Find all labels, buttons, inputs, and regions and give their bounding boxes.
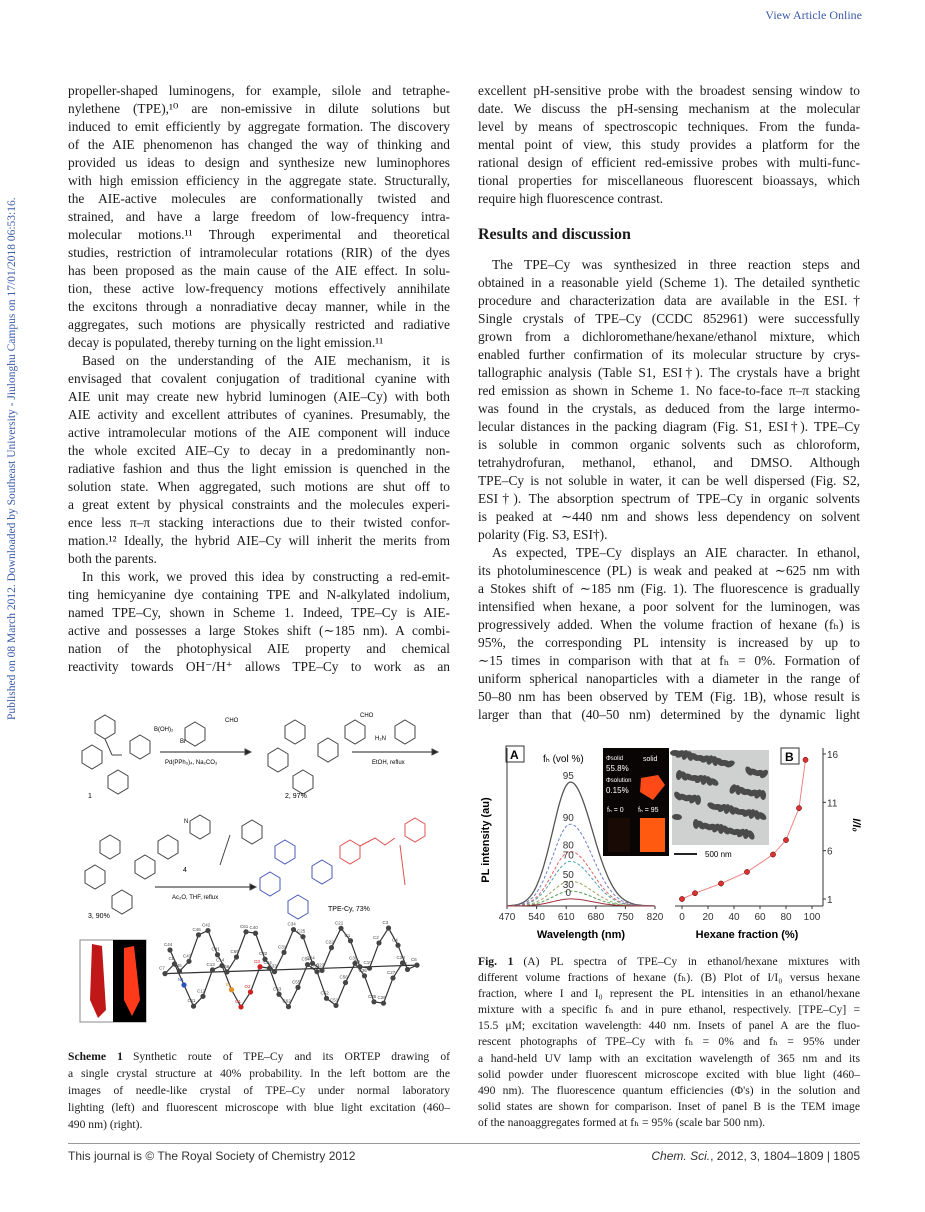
data-point [770, 852, 775, 857]
text-line: is peaked at ∼440 nm and shows less dependency on solvent [478, 509, 860, 524]
text-line: lecular distances in the packing diagram (Fig. S1, ESI†). TPE–Cy [478, 419, 860, 434]
b-x-axis-title: Hexane fraction (%) [695, 929, 799, 941]
inset-f95: fₕ = 95 [638, 807, 659, 814]
text-line: radiative fashion and thus the light emission is quenched in the [68, 461, 450, 476]
ortep-atom-label: C14 [216, 957, 225, 963]
ortep-atom-label: C65 [230, 949, 239, 955]
text-line: its photoluminescence (PL) is weak and peaked at ∼625 nm with [478, 563, 860, 578]
ortep-atom-label: C52 [320, 990, 329, 996]
compound-4-label: 4 [183, 867, 187, 874]
curve-label: 0 [565, 887, 572, 899]
product-label: TPE-Cy, 73% [328, 906, 370, 913]
text-line: polarity (Fig. S3, ESI†). [478, 527, 608, 542]
b-x-tick-label: 40 [728, 912, 740, 923]
caption-line: different volume fractions of hexane (fₕ). (B) Plot of I/I₀ versus hexane [478, 971, 860, 985]
ortep-atom-label: N1 [178, 977, 184, 983]
ortep-atom-label: C3 [382, 920, 389, 926]
caption-line: a single crystal structure at 40% probability. In the left bottom are the [68, 1067, 450, 1080]
text-line: Single crystals of TPE–Cy (CCDC 852961) were successfully [478, 311, 860, 326]
bromobenzaldehyde-ring [185, 722, 205, 746]
cho-label-2: CHO [360, 713, 374, 719]
reagent-1: Pd(PPh₃)₄, Na₂CO₃ [165, 760, 218, 766]
ortep-atom-label: C56 [339, 974, 348, 980]
figure-1-chart [475, 740, 865, 945]
citation-pages: , 2012, 3, 1804–1809 | 1805 [710, 1149, 860, 1163]
curve-label: 50 [562, 870, 574, 882]
ortep-drawing [159, 920, 420, 1010]
x-tick-label: 470 [498, 912, 516, 923]
text-line: require high fluorescence contrast. [478, 191, 664, 206]
text-line: ence less π–π stacking interactions due to their twisted confor- [68, 515, 450, 530]
text-line: of the AIE phenomenon has changed the way of thinking and [68, 137, 450, 152]
ortep-atom [167, 947, 172, 952]
data-point [744, 869, 749, 874]
b-y-tick-label: 11 [827, 798, 838, 810]
ortep-atom-label: C28 [396, 955, 405, 961]
b-y-tick-label: 1 [827, 895, 833, 906]
caption-line: fraction, where I and I₀ represent the PL intensities in an ethanol/hexane [478, 987, 860, 1001]
ortep-atom [276, 992, 281, 997]
caption-line: solid states are shown for comparison. Inset of panel B is the TEM image [478, 1099, 860, 1113]
caption-line: 490 nm). The fluorescence quantum efficiencies (Φ's) in the solution and [478, 1083, 860, 1097]
ortep-atom-label: C34 [287, 921, 296, 927]
text-line: decay is populated, thereby turning on the light emission.¹¹ [68, 335, 384, 350]
compound-2-label: 2, 97% [285, 793, 307, 800]
footer-rule [68, 1143, 860, 1144]
cyanine-unit-red [340, 818, 425, 885]
x-tick-label: 820 [646, 912, 664, 923]
amine-label: H₂N [375, 736, 386, 742]
compound-1-label: 1 [88, 793, 92, 800]
ortep-atom-label: C9 [354, 958, 360, 964]
ortep-atom-label: C10 [363, 960, 372, 966]
ortep-atom-label: C33 [268, 963, 277, 969]
data-point [803, 757, 808, 762]
caption-line: of the nanoaggregates formed at fₕ = 95% (scale bar 500 nm). [478, 1115, 766, 1129]
text-line: provided us ideas to design and synthesize new luminophores [68, 155, 450, 170]
text-line: ESI†). The absorption spectrum of TPE–Cy in organic solvents [478, 491, 860, 506]
ortep-bond [346, 963, 356, 982]
ortep-atom [272, 969, 277, 974]
text-line: the whole excited AIE–Cy to decay in a predominantly non- [68, 443, 450, 458]
text-line: red emission as shown in Scheme 1. No face-to-face π–π stacking [478, 383, 860, 398]
ortep-atom [333, 1003, 338, 1008]
ortep-atom [196, 932, 201, 937]
text-line: AIE activity and excellent attributes of cyanines. Presumably, the [68, 407, 450, 422]
ortep-atom [324, 996, 329, 1001]
text-line: studies, restriction of intramolecular rotations (RIR) of the dyes [68, 245, 450, 260]
ortep-atom-label: C31 [278, 944, 287, 950]
data-point [718, 881, 723, 886]
caption-line: rescent photographs of TPE–Cy with fₕ = 0% and fₕ = 95% under [478, 1035, 860, 1049]
b-y-axis-title: I/I₀ [850, 818, 862, 832]
ortep-atom-label: C64 [263, 960, 272, 966]
text-line: grown from a dichloromethane/hexane/ethanol mixture, which [478, 329, 860, 344]
text-line: ting hemicyanine dye containing TPE and N-alkylated indolium, [68, 587, 450, 602]
ortep-atom [286, 1004, 291, 1009]
ortep-atom [295, 985, 300, 990]
text-line: with high emission efficiency in the aggregate state. Structurally, [68, 173, 450, 188]
ortep-atom-label: C24 [306, 955, 315, 961]
text-line: induced to emit efficiently by aggregate formation. The discovery [68, 119, 450, 134]
ortep-atom-label: C2 [373, 934, 379, 940]
crystal-photos [80, 940, 146, 1022]
figure-1-caption [478, 954, 860, 1131]
ortep-atom [300, 934, 305, 939]
text-line: obtained in a reasonable yield (Scheme 1). The detailed synthetic [478, 275, 860, 290]
ortep-atom [291, 927, 296, 932]
text-line: a Stokes shift of ∼185 nm (Fig. 1). The fluorescence is gradually [478, 581, 860, 596]
caption-text: Synthetic route of TPE–Cy and its ORTEP drawing of [132, 1050, 451, 1063]
text-line: larger than that (40–50 nm) determined by the dynamic light [478, 707, 860, 722]
text-line: In this work, we proved this idea by constructing a red-emit- [82, 569, 450, 584]
text-line: aggregates, such motions are physically restricted and radiative [68, 317, 450, 332]
text-line: enabled further confirmation of its molecular structure by crys- [478, 347, 860, 362]
caption-line [478, 954, 860, 970]
ortep-atom [367, 966, 372, 971]
section-heading: Results and discussion [478, 226, 631, 243]
ortep-bond [379, 928, 389, 943]
ortep-atom [390, 975, 395, 980]
b-x-tick-label: 100 [803, 912, 821, 923]
ortep-atom-label: C5 [401, 961, 408, 967]
ortep-atom-label: C26 [377, 995, 386, 1001]
results-text [478, 256, 860, 724]
x-tick-label: 540 [528, 912, 545, 923]
inset-solid: solid [643, 756, 658, 763]
curve-label: 90 [562, 813, 574, 825]
text-line: Based on the understanding of the AIE mechanism, it is [82, 353, 450, 368]
text-line: uniform spherical nanoparticles with a diameter in the range of [478, 671, 860, 686]
ortep-atom-label: C61 [240, 923, 249, 929]
ortep-atom [405, 967, 410, 972]
b-x-tick-label: 20 [702, 912, 714, 923]
b-x-tick-label: 60 [754, 912, 766, 923]
ortep-atom [215, 952, 220, 957]
download-watermark: Published on 08 March 2012. Downloaded by Southeast University - Jiulonghu Campus on 17/01/2018 06:53:16. [6, 197, 18, 720]
text-line: both the parents. [68, 551, 157, 566]
text-line: nylethene (TPE),¹⁰ are non-emissive in dilute solutions but [68, 101, 450, 116]
ortep-atom-label: C21 [335, 920, 344, 926]
ortep-atom-label: C4 [392, 937, 398, 943]
b-x-tick-label: 80 [780, 912, 792, 923]
ortep-atom [205, 928, 210, 933]
curve-label: 95 [562, 771, 574, 782]
ortep-atom [224, 969, 229, 974]
caption-line: a hand-held UV lamp with an excitation wavelength of 365 nm and its [478, 1051, 860, 1065]
compound-4-structure [220, 820, 262, 865]
y-axis-title: PL intensity (au) [480, 797, 492, 883]
caption-line: 490 nm) (right). [68, 1118, 143, 1131]
ortep-atom-label: C54 [301, 956, 310, 962]
ortep-atom-label: C27 [387, 969, 396, 975]
text-line: was found in the crystals, as deduced from the large intermo- [478, 401, 860, 416]
ortep-atom-label: C22 [325, 939, 334, 945]
text-line: envisaged that covalent conjugation of traditional cyanine with [68, 371, 450, 386]
ortep-bond [289, 987, 299, 1006]
text-line: As expected, TPE–Cy displays an AIE character. In ethanol, [492, 545, 860, 560]
scheme-1-graphic [60, 700, 460, 1045]
ortep-atom-label: C7 [159, 965, 165, 971]
caption-text: (A) PL spectra of TPE–Cy in ethanol/hexane mixtures with [523, 955, 860, 968]
caption-label: Fig. 1 [478, 955, 514, 968]
compound-1-structure [82, 715, 150, 794]
ortep-atom [343, 980, 348, 985]
ortep-atom-label: O2 [244, 984, 251, 990]
ortep-bond [165, 965, 417, 974]
ortep-atom-label: C13 [206, 961, 215, 967]
text-line: rational design of efficient red-emissive probes with multi-func- [478, 155, 860, 170]
scheme-1-caption [68, 1048, 450, 1133]
ortep-atom [191, 1004, 196, 1009]
ortep-atom-label: C42 [202, 922, 211, 928]
caption-line: 15.5 μM; excitation wavelength: 440 nm. Insets of panel A are the fluo- [478, 1019, 860, 1033]
ortep-atom-label: C43 [183, 953, 192, 959]
text-line: 50–80 nm has been observed by TEM (Fig. 1B), whose result is [478, 689, 860, 704]
ortep-atom-label: C25 [297, 928, 306, 934]
x-tick-label: 610 [557, 912, 575, 923]
caption-line: mixture with a specific fₕ and in pure ethanol, respectively. [TPE–Cy] = [478, 1003, 860, 1017]
text-line: intensified when hexane, a poor solvent for the luminogen, was [478, 599, 860, 614]
text-line: a great extent by physical constraints and the molecules experi- [68, 497, 450, 512]
vial-fh0 [608, 818, 630, 852]
journal-name: Chem. Sci. [651, 1149, 711, 1163]
ortep-atom [234, 954, 239, 959]
ortep-atom-label: C55 [292, 979, 301, 985]
ortep-atom-label: C23 [316, 962, 325, 968]
text-line: propeller-shaped luminogens, for example, silole and tetraphe- [68, 83, 450, 98]
ortep-atom [371, 999, 376, 1004]
caption-label: Scheme 1 [68, 1050, 123, 1063]
ortep-atom [319, 968, 324, 973]
ortep-bond [332, 928, 342, 947]
cho-label-1: CHO [225, 718, 239, 724]
text-line: tallographic analysis (Table S1, ESI†). The crystals have a bright [478, 365, 860, 380]
ortep-atom-label: C35 [368, 993, 377, 999]
caption-line: solid powder under fluorescent microscope excited with blue light (460– [478, 1067, 860, 1081]
panel-a-label: A [510, 748, 519, 762]
text-line: nation of the photophysical AIE property and chemical [68, 641, 450, 656]
ortep-atom [338, 926, 343, 931]
boronic-acid-label: B(OH)₂ [154, 727, 174, 733]
ortep-atom-label: C6 [411, 957, 417, 963]
inset-phi_solid_val: 55.8% [606, 764, 629, 773]
data-point [679, 896, 684, 901]
ortep-atom-label: C1 [344, 932, 351, 938]
ortep-bond [275, 952, 285, 971]
compound-2-structure [268, 720, 365, 794]
ortep-atom [281, 950, 286, 955]
ortep-atom [229, 987, 234, 992]
ortep-atom [200, 994, 205, 999]
text-line: reactivity towards OH⁻/H⁺ allows TPE–Cy to work as an [68, 659, 450, 674]
ortep-bond [241, 992, 251, 1007]
text-line: tional properties for miscellaneous fluorescent bioassays, which [478, 173, 860, 188]
ortep-atom-label: C45 [173, 963, 182, 969]
vial-fh95 [640, 818, 665, 852]
ortep-atom [257, 964, 262, 969]
scale-bar-label: 500 nm [705, 850, 732, 859]
left-column [68, 82, 450, 676]
ortep-atom-label: C40 [249, 925, 258, 931]
text-line: AIE unit may create new hybrid luminogen (AIE–Cy) with both [68, 389, 450, 404]
curve-label: 70 [562, 850, 574, 862]
text-line: level by means of spectroscopic techniques. From the funda- [478, 119, 860, 134]
ortep-atom [238, 1004, 243, 1009]
ortep-atom [210, 967, 215, 972]
text-line: 95%, the corresponding PL intensity is increased by up to [478, 635, 860, 650]
text-line: is soluble in common organic solvents such as chloroform, [478, 437, 860, 452]
x-axis-title: Wavelength (nm) [536, 929, 626, 941]
text-line: date. We discuss the pH-sensing mechanism at the molecular [478, 101, 860, 116]
right-column-top [478, 82, 860, 208]
data-point [796, 806, 801, 811]
ortep-atom-label: C8 [168, 955, 175, 961]
imine-n-label: N [184, 819, 189, 825]
curve-label: 30 [562, 880, 574, 892]
text-line: procedure and characterization data are available in the ESI.† [478, 293, 860, 308]
text-line: progressively added. When the volume fraction of hexane (fₕ) is [478, 617, 860, 632]
text-line: solution state. When aggregated, such motions are shut off to [68, 479, 450, 494]
ortep-atom-label: C63 [273, 986, 282, 992]
ortep-atom-label: C36 [358, 967, 367, 973]
ortep-atom-label: C62 [282, 998, 291, 1004]
b-x-tick-label: 0 [679, 912, 685, 923]
ortep-atom [386, 925, 391, 930]
inset-phi_solution: Φsolution [606, 778, 632, 784]
text-line: strained, and have a large freedom of low-frequency intra- [68, 209, 450, 224]
aniline-ring [395, 720, 415, 744]
b-y-tick-label: 6 [827, 846, 833, 858]
text-line: active intramolecular motions of the AIE component will induce [68, 425, 450, 440]
legend-title: fₕ (vol %) [543, 754, 584, 765]
footer-copyright: This journal is © The Royal Society of Chemistry 2012 [68, 1149, 356, 1163]
ortep-atom [162, 971, 167, 976]
data-point [692, 891, 697, 896]
inset-phi_solid: Φsolid [606, 756, 624, 762]
text-line: ∼15 times in comparison with that at fₕ = 0%. Formation of [478, 653, 860, 668]
text-line: tion, these active low-frequency motions effectively annihilate [68, 281, 450, 296]
text-line: mation.¹² Ideally, the hybrid AIE–Cy will inherit the merits from [68, 533, 450, 548]
text-line: excellent pH-sensitive probe with the broadest sensing window to [478, 83, 860, 98]
text-line: the excitons through a nonradiative decay manner, while in the [68, 299, 450, 314]
inset-phi_solution_val: 0.15% [606, 786, 629, 795]
ortep-atom [177, 969, 182, 974]
panel-b-label: B [785, 750, 794, 764]
ortep-atom [186, 959, 191, 964]
ortep-atom [395, 943, 400, 948]
caption-line: images of needle-like crystal of TPE–Cy under normal laboratory [68, 1084, 450, 1097]
ortep-atom-label: C32 [259, 951, 268, 957]
x-tick-label: 750 [617, 912, 634, 923]
reagent-3: Ac₂O, THF, reflux [172, 895, 219, 901]
ortep-atom [414, 963, 419, 968]
text-line: molecular motions.¹¹ Through experimental and theoretical [68, 227, 450, 242]
ortep-atom-label: C44 [164, 942, 173, 947]
ortep-atom-label: S1 [225, 981, 232, 987]
ortep-atom [181, 982, 186, 987]
tpe-unit-blue [260, 840, 332, 919]
text-line: TPE–Cy is not soluble in water, it can be well dispersed (Fig. S2, [478, 473, 860, 488]
ortep-atom-label: C51 [330, 997, 339, 1003]
caption-line: lighting (left) and fluorescent microscope with blue light excitation (460– [68, 1101, 450, 1114]
view-article-online-link[interactable]: View Article Online [765, 8, 862, 22]
ortep-atom [305, 962, 310, 967]
caption-line [68, 1048, 450, 1065]
ortep-atom-label: C30 [349, 955, 358, 961]
ortep-atom [381, 1001, 386, 1006]
b-y-tick-label: 16 [827, 750, 839, 761]
data-point [783, 837, 788, 842]
ortep-atom [362, 973, 367, 978]
bromo-label: Br [180, 739, 186, 745]
x-tick-label: 680 [587, 912, 605, 923]
compound-3-label: 3, 90% [88, 913, 110, 920]
ortep-atom-label: O3 [254, 958, 261, 964]
curve-label: 80 [562, 840, 574, 852]
reagent-2: EtOH, reflux [372, 760, 405, 766]
ortep-atom [348, 938, 353, 943]
text-line: active and possesses a large Stokes shift (∼185 nm). A combi- [68, 623, 450, 638]
ortep-atom-label: C66 [221, 963, 230, 969]
text-line: has been proposed as the main cause of the AIE effect. In solu- [68, 263, 450, 278]
ortep-atom-label: C53 [311, 963, 320, 969]
ortep-atom-label: C11 [187, 998, 196, 1004]
ortep-atom-label: C46 [192, 926, 201, 932]
text-line: tetrahydrofuran, methanol, ethanol, and DMSO. Although [478, 455, 860, 470]
text-line: named TPE–Cy, shown in Scheme 1. Indeed, TPE–Cy is AIE- [68, 605, 450, 620]
ortep-atom [329, 945, 334, 950]
ortep-atom [248, 989, 253, 994]
inset-f0: fₕ = 0 [607, 807, 624, 814]
text-line: the AIE-active molecules are conformationally twisted and [68, 191, 450, 206]
ortep-atom [243, 929, 248, 934]
text-line: mental point of view, this study provides a platform for the [478, 137, 860, 152]
ortep-atom-label: C12 [197, 988, 206, 994]
footer-citation [651, 1149, 860, 1163]
text-line: The TPE–Cy was synthesized in three reaction steps and [492, 257, 860, 272]
ortep-atom [253, 931, 258, 936]
ortep-atom-label: C41 [211, 946, 220, 952]
ortep-atom [376, 940, 381, 945]
ortep-atom-label: O1 [235, 998, 242, 1004]
ortep-atom [314, 969, 319, 974]
